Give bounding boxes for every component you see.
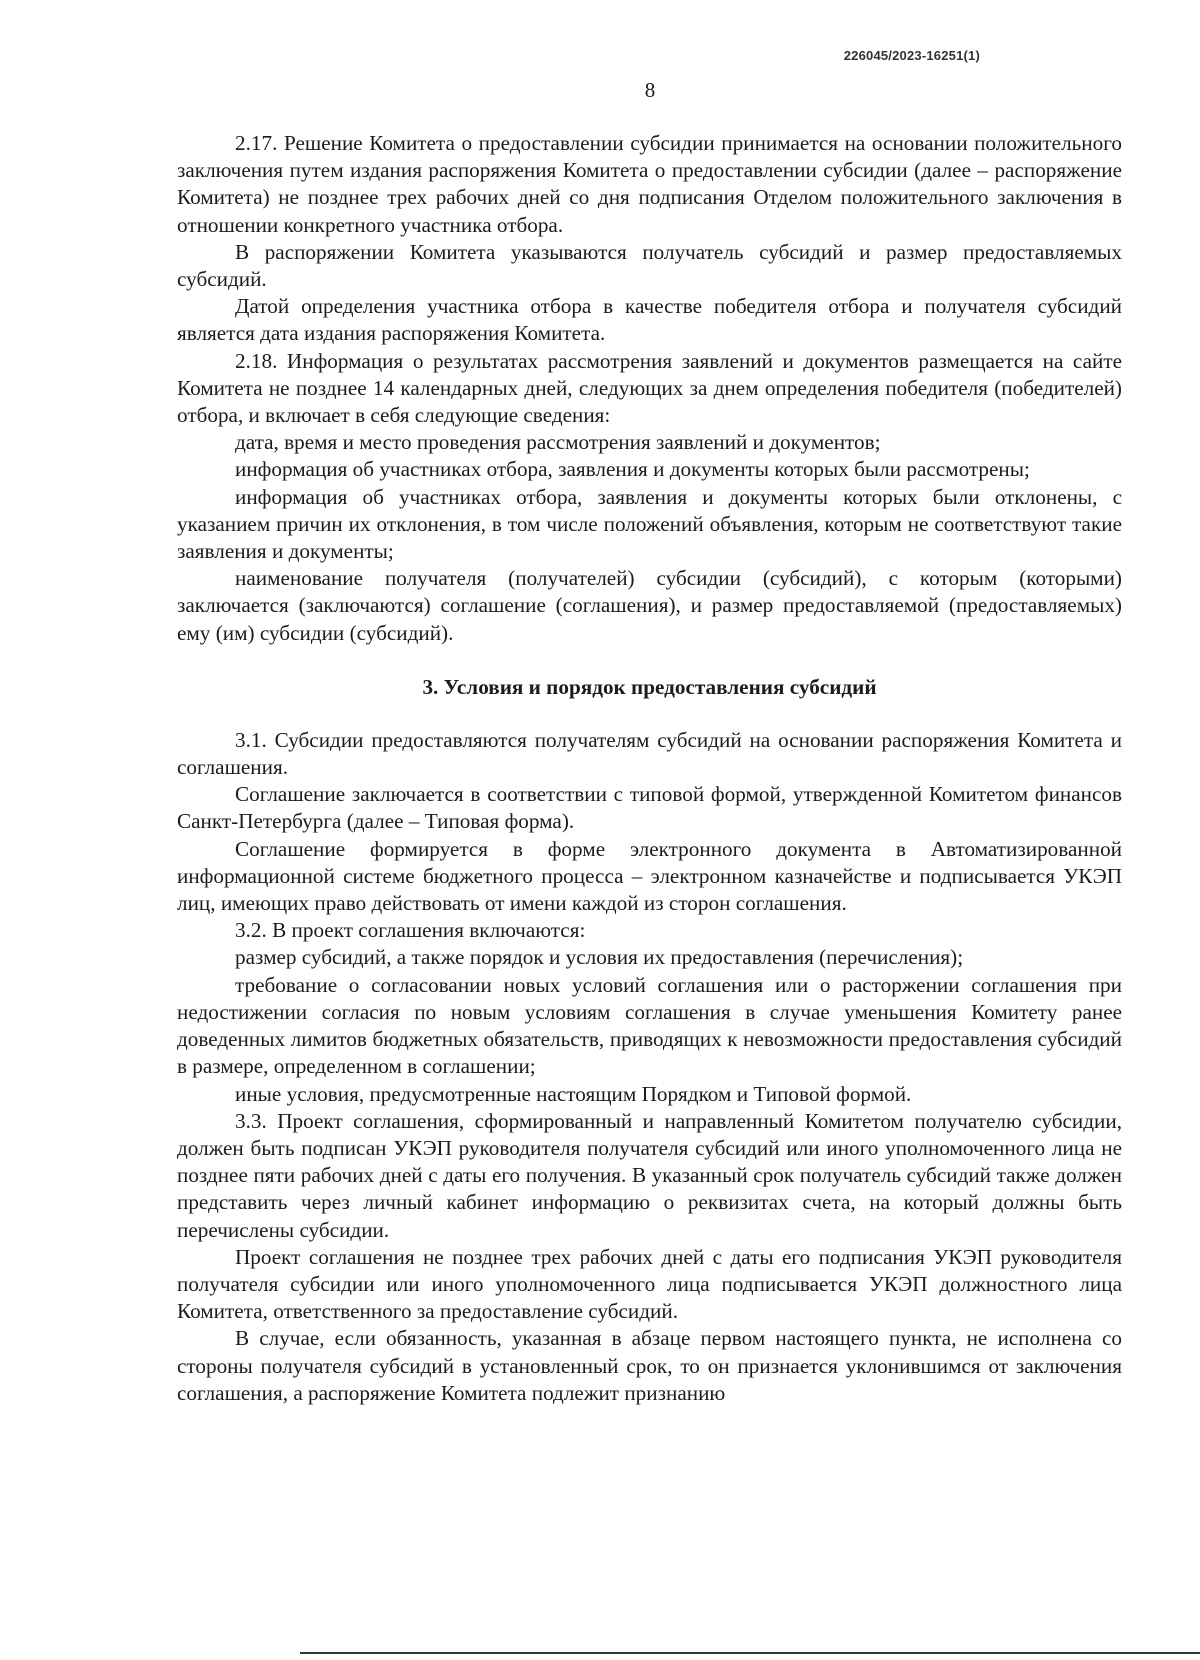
paragraph: наименование получателя (получателей) субсидии (субсидий), с которым (которыми) заключается (заключаются) соглашение (соглашения), и размер предоставляемой (предоставляемых) ему (им) субсидии (субсидий).: [177, 566, 1122, 645]
paragraph: В случае, если обязанность, указанная в абзаце первом настоящего пункта, не исполнена со стороны получателя субсидий в установленный срок, то он признается уклонившимся от заключения соглашения, а распоряжение Комитета подлежит признанию: [177, 1326, 1122, 1405]
document-body: [177, 130, 1122, 1407]
section-heading: 3. Условия и порядок предоставления субсидий: [422, 674, 877, 699]
document-id: 226045/2023-16251(1): [843, 48, 980, 63]
paragraph: 2.17. Решение Комитета о предоставлении субсидии принимается на основании положительного заключения путем издания распоряжения Комитета о предоставлении субсидии (далее – распоряжение Комитета) не позднее трех рабочих дней со дня подписания Отделом положительного заключения в отношении конкретного участника отбора.: [177, 131, 1122, 237]
paragraph: В распоряжении Комитета указываются получатель субсидий и размер предоставляемых субсидий.: [177, 239, 1122, 292]
paragraph: Проект соглашения не позднее трех рабочих дней с даты его подписания УКЭП руководителя получателя субсидии или иного уполномоченного лица подписывается УКЭП должностного лица Комитета, ответственного за предоставление субсидий.: [177, 1244, 1122, 1324]
paragraph: Датой определения участника отбора в качестве победителя отбора и получателя субсидий является дата издания распоряжения Комитета.: [177, 294, 1122, 346]
paragraph: 2.18. Информация о результатах рассмотрения заявлений и документов размещается на сайте Комитета не позднее 14 календарных дней, следующих за днем определения победителя (победителей) отбора, и включает в себя следующие сведения:: [177, 348, 1122, 428]
paragraph: 3.2. В проект соглашения включаются:: [235, 918, 586, 943]
paragraph: Соглашение формируется в форме электронного документа в Автоматизированной информационной системе бюджетного процесса – электронном казначействе и подписывается УКЭП лиц, имеющих право действовать от имени каждой из сторон соглашения.: [177, 836, 1122, 916]
paragraph: размер субсидий, а также порядок и условия их предоставления (перечисления);: [235, 945, 964, 970]
paragraph: иные условия, предусмотренные настоящим Порядком и Типовой формой.: [235, 1081, 912, 1106]
paragraph: информация об участниках отбора, заявления и документы которых были рассмотрены;: [235, 457, 1030, 482]
paragraph: информация об участниках отбора, заявления и документы которых были отклонены, с указанием причин их отклонения, в том числе положений объявления, которым не соответствуют такие заявления и документы;: [177, 484, 1122, 564]
scan-edge-line: [300, 1652, 1200, 1654]
paragraph: 3.1. Субсидии предоставляются получателям субсидий на основании распоряжения Комитета и соглашения.: [177, 727, 1122, 780]
paragraph: 3.3. Проект соглашения, сформированный и направленный Комитетом получателю субсидии, должен быть подписан УКЭП руководителя получателя субсидий или иного уполномоченного лица не позднее пяти рабочих дней с даты его получения. В указанный срок получатель субсидий также должен представить через личный кабинет информацию о реквизитах счета, на который должны быть перечислены субсидии.: [177, 1108, 1122, 1242]
page-number: 8: [644, 78, 656, 102]
paragraph: дата, время и место проведения рассмотрения заявлений и документов;: [235, 430, 881, 455]
paragraph: требование о согласовании новых условий соглашения или о расторжении соглашения при недостижении согласия по новым условиям соглашения в случае уменьшения Комитету ранее доведенных лимитов бюджетных обязательств, приводящих к невозможности предоставления субсидий в размере, определенном в соглашении;: [177, 972, 1122, 1079]
paragraph: Соглашение заключается в соответствии с типовой формой, утвержденной Комитетом финансов Санкт-Петербурга (далее – Типовая форма).: [177, 782, 1122, 834]
